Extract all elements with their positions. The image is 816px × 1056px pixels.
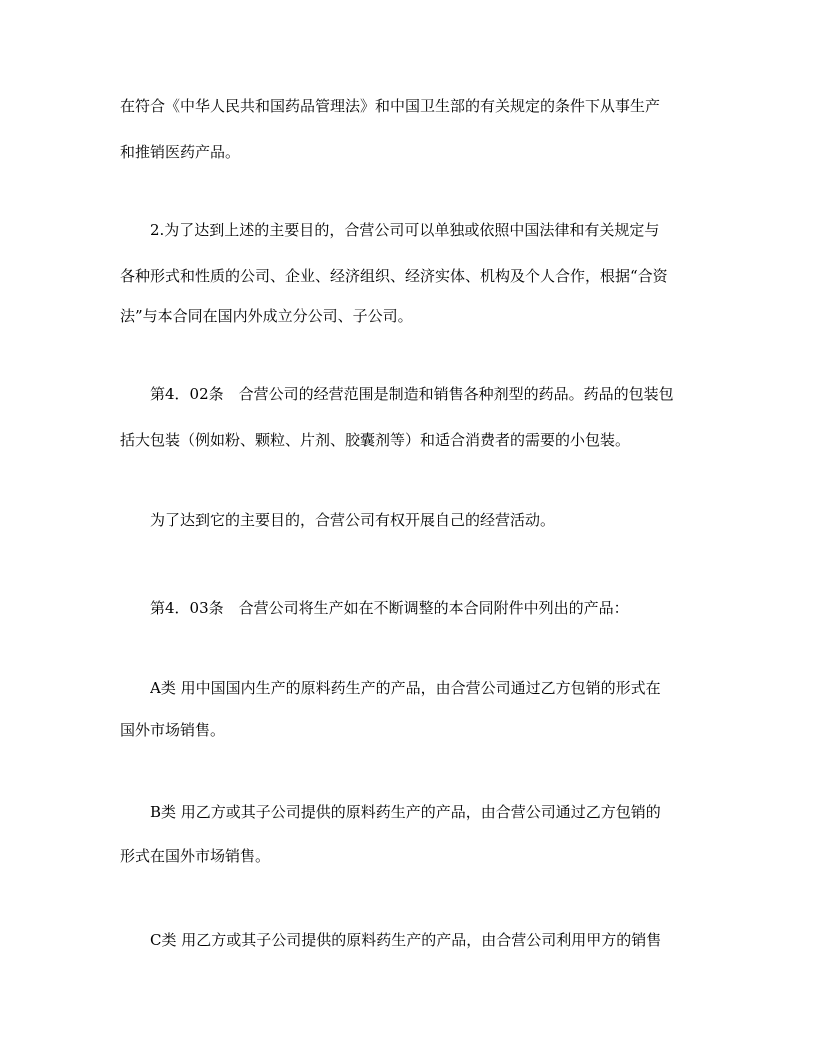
article-4-02-line-2: 括大包装（例如粉、颗粒、片剂、胶囊剂等）和适合消费者的需要的小包装。: [120, 431, 631, 449]
paragraph-2-line-1: 2.为了达到上述的主要目的，合营公司可以单独或依照中国法律和有关规定与: [150, 221, 660, 239]
paragraph-1-line-1: 在符合《中华人民共和国药品管理法》和中国卫生部的有关规定的条件下从事生产: [120, 97, 661, 115]
paragraph-2-line-2: 各种形式和性质的公司、企业、经济组织、经济实体、机构及个人合作，根据“合资: [120, 267, 668, 285]
article-4-03-line-1: 第4．03条 合营公司将生产如在不断调整的本合同附件中列出的产品：: [150, 599, 629, 617]
paragraph-2-line-3: 法”与本合同在国内外成立分公司、子公司。: [120, 307, 413, 325]
paragraph-1-line-2: 和推销医药产品。: [120, 143, 241, 161]
category-c-line-1: C类 用乙方或其子公司提供的原料药生产的产品，由合营公司利用甲方的销售: [150, 931, 662, 949]
category-a-line-1: A类 用中国国内生产的原料药生产的产品，由合营公司通过乙方包销的形式在: [150, 679, 661, 697]
article-4-02-line-1: 第4．02条 合营公司的经营范围是制造和销售各种剂型的药品。药品的包装包: [150, 385, 674, 403]
category-b-line-2: 形式在国外市场销售。: [120, 847, 271, 865]
category-b-line-1: B类 用乙方或其子公司提供的原料药生产的产品，由合营公司通过乙方包销的: [150, 803, 661, 821]
paragraph-4-line-1: 为了达到它的主要目的，合营公司有权开展自己的经营活动。: [150, 511, 556, 529]
category-a-line-2: 国外市场销售。: [120, 721, 226, 739]
